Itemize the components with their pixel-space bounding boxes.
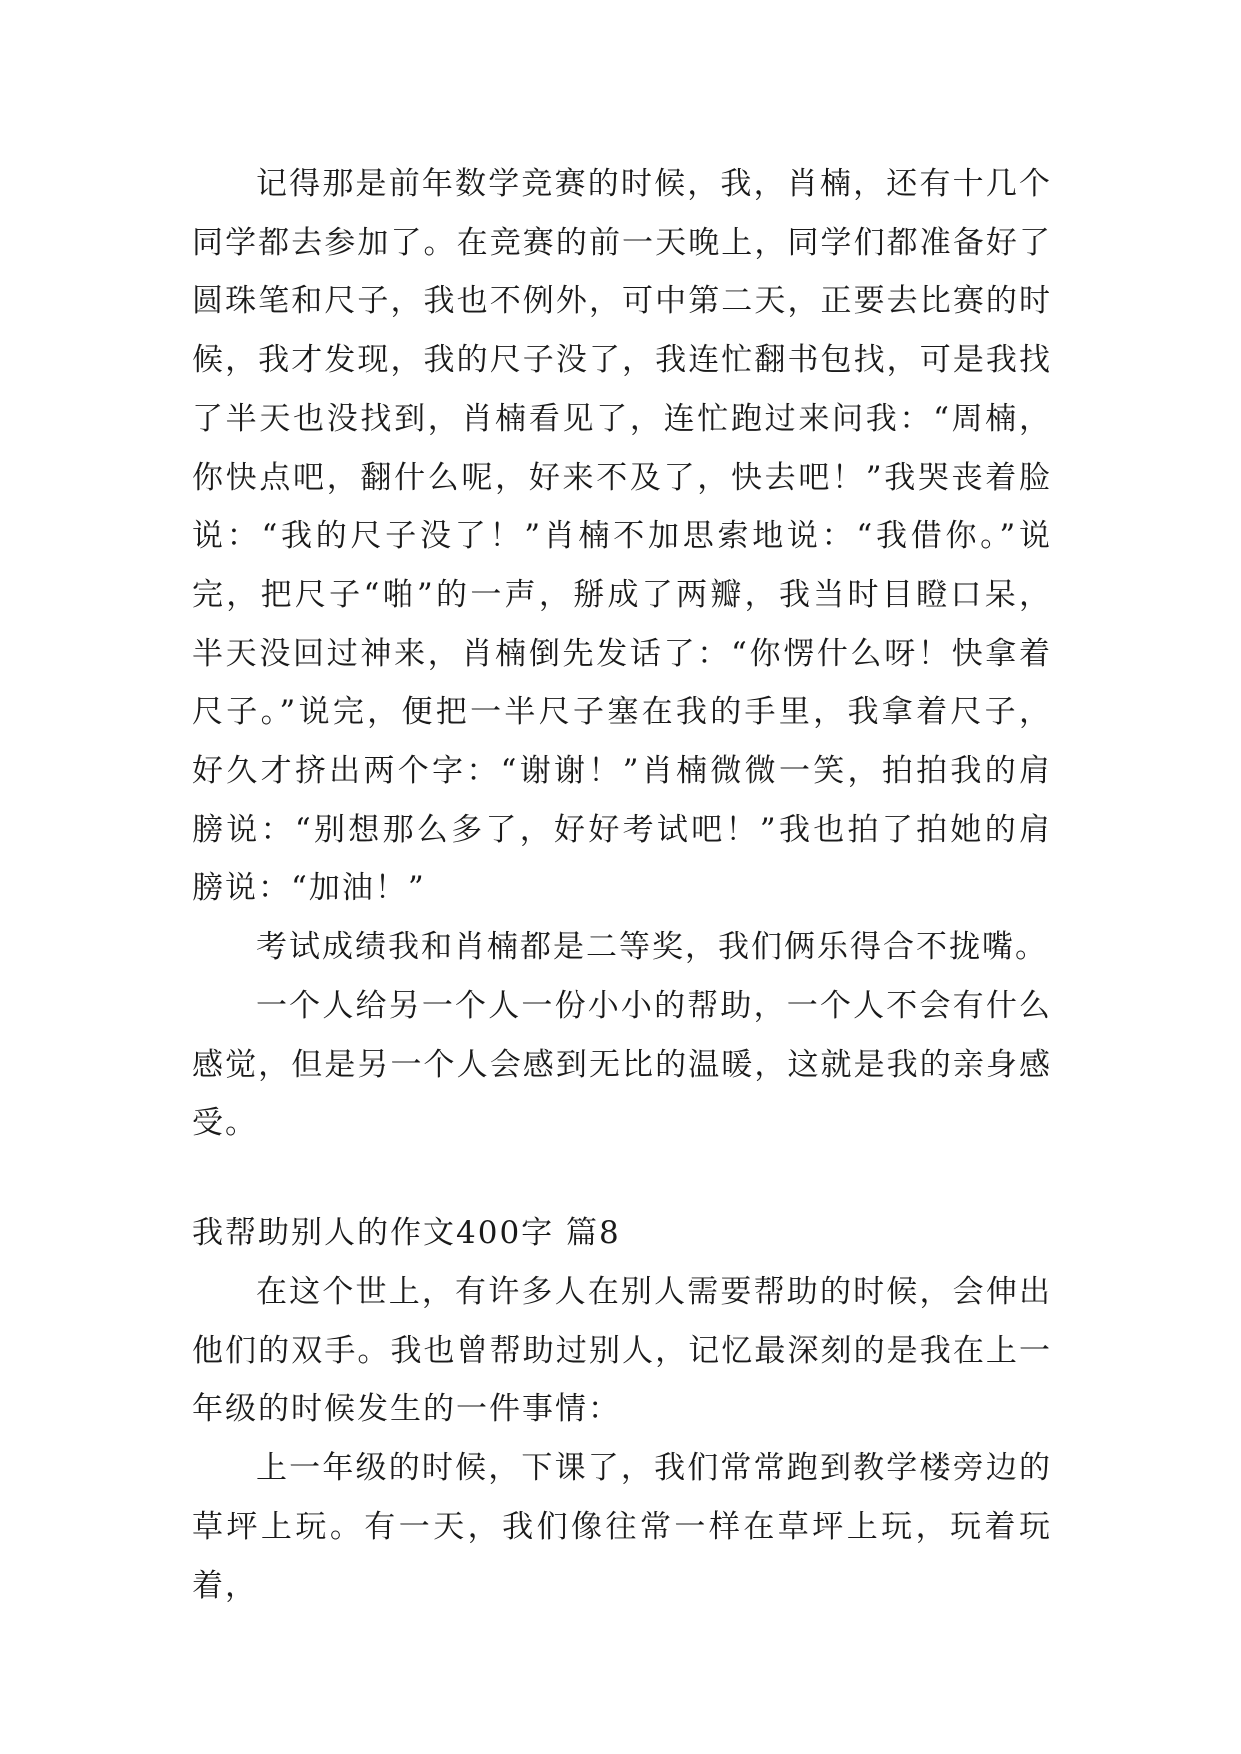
- paragraph-result: 考试成绩我和肖楠都是二等奖，我们俩乐得合不拢嘴。: [256, 929, 1048, 966]
- section-heading: 我帮助别人的作文400字 篇8: [192, 1215, 621, 1251]
- paragraph-ruler-story: 记得那是前年数学竞赛的时候，我，肖楠，还有十几个同学都去参加了。在竞赛的前一天晚上，同学们都准备好了圆珠笔和尺子，我也不例外，可中第二天，正要去比赛的时候，我才发现，我的尺子没了，我连忙翻书包找，可是我找了半天也没找到，肖楠看见了，连忙跑过来问我：“周楠，你快点吧，翻什么呢，好来不及了，快去吧！”我哭丧着脸说：“我的尺子没了！”肖楠不加思索地说：“我借你。”说完，把尺子“啪”的一声，掰成了两瓣，我当时目瞪口呆，半天没回过神来，肖楠倒先发话了：“你愣什么呀！快拿着尺子。”说完，便把一半尺子塞在我的手里，我拿着尺子，好久才挤出两个字：“谢谢！”肖楠微微一笑，拍拍我的肩膀说：“别想那么多了，好好考试吧！”我也拍了拍她的肩膀说：“加油！”: [192, 166, 1052, 907]
- paragraph-story-start: 上一年级的时候，下课了，我们常常跑到教学楼旁边的草坪上玩。有一天，我们像往常一样在草坪上玩，玩着玩着，: [192, 1450, 1052, 1604]
- paragraph-intro: 在这个世上，有许多人在别人需要帮助的时候，会伸出他们的双手。我也曾帮助过别人，记忆最深刻的是我在上一年级的时候发生的一件事情：: [192, 1274, 1052, 1428]
- essay-body-part1: [192, 155, 1052, 1153]
- essay-body-part2: [192, 1263, 1052, 1615]
- paragraph-reflection: 一个人给另一个人一份小小的帮助，一个人不会有什么感觉，但是另一个人会感到无比的温暖，这就是我的亲身感受。: [192, 987, 1052, 1142]
